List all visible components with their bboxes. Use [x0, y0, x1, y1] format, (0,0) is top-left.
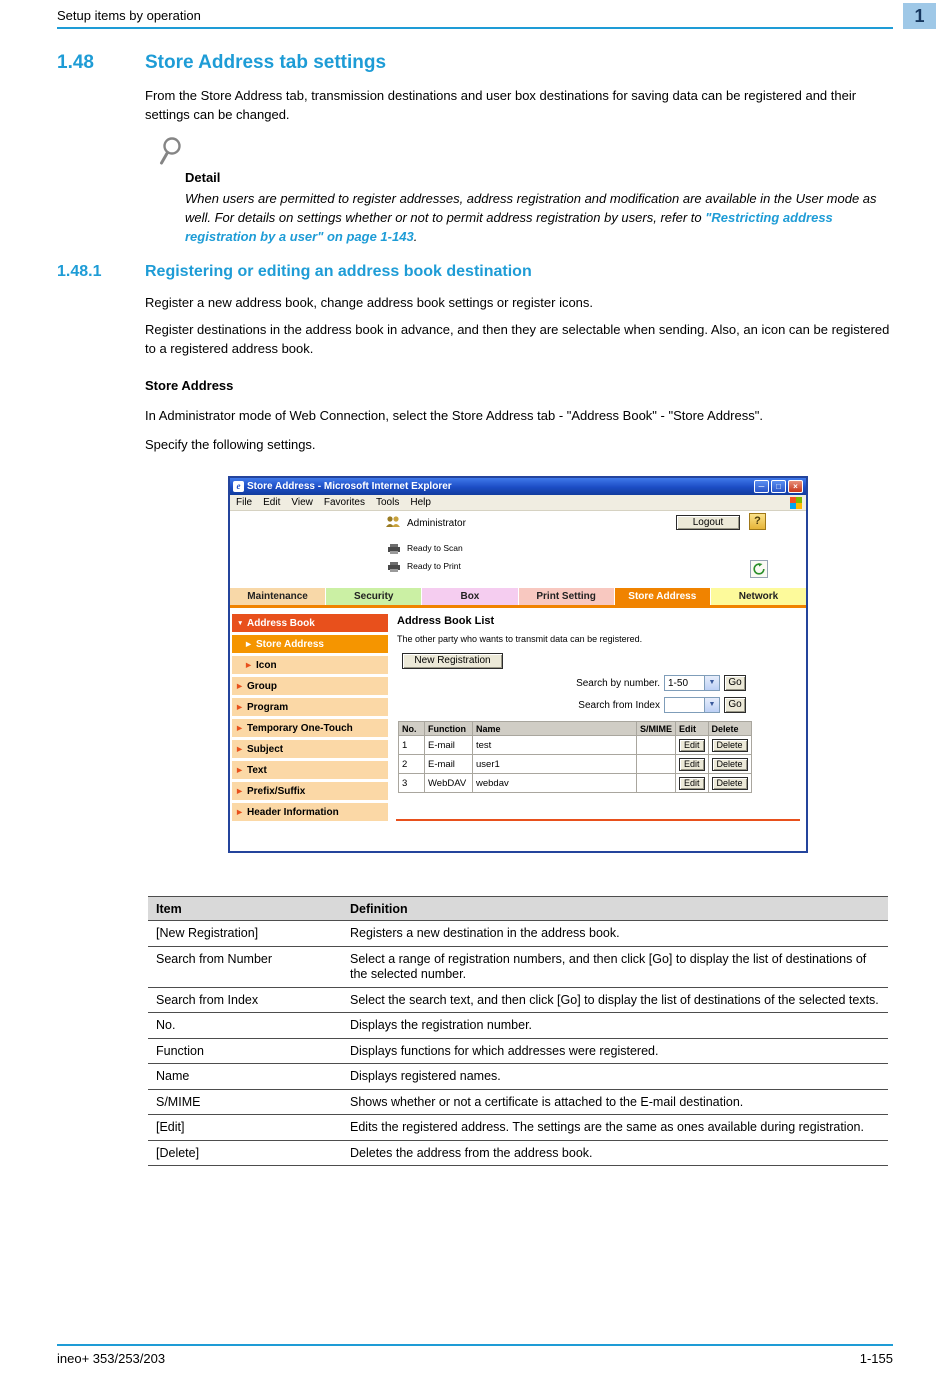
- search-number-value: 1-50: [668, 677, 689, 689]
- def-col-item: Item: [148, 897, 342, 921]
- subsection-number: 1.48.1: [57, 263, 102, 280]
- col-smime: S/MIME: [637, 722, 676, 736]
- def-item: S/MIME: [148, 1089, 342, 1115]
- def-definition: Select a range of registration numbers, and then click [Go] to display the list of destinations of the selected number.: [342, 946, 888, 987]
- definition-table: [148, 896, 888, 1166]
- def-definition: Displays the registration number.: [342, 1013, 888, 1039]
- menu-tools[interactable]: Tools: [375, 497, 400, 508]
- triangle-right-icon: ▶: [237, 746, 242, 753]
- detail-text: [185, 189, 891, 246]
- help-button[interactable]: ?: [749, 513, 766, 530]
- delete-button[interactable]: Delete: [712, 739, 748, 752]
- browser-window: [228, 476, 808, 853]
- def-item: [Edit]: [148, 1115, 342, 1141]
- def-definition: Deletes the address from the address book.: [342, 1140, 888, 1166]
- table-row: [399, 736, 752, 755]
- search-from-index-label: Search from Index: [578, 700, 660, 711]
- sidebar-item-label: Group: [247, 680, 277, 692]
- sidebar-item-label: Temporary One-Touch: [247, 722, 353, 734]
- def-item: Function: [148, 1038, 342, 1064]
- triangle-right-icon: ▶: [237, 704, 242, 711]
- sidebar-item-label: Header Information: [247, 806, 339, 818]
- table-header-row: [399, 722, 752, 736]
- edit-button[interactable]: Edit: [679, 758, 705, 771]
- cell-name: test: [473, 736, 637, 755]
- administrator-icon: [385, 515, 401, 533]
- sidebar-item-prefix-suffix[interactable]: [232, 782, 388, 800]
- chevron-down-icon: ▼: [704, 676, 719, 690]
- def-definition: Edits the registered address. The settings are the same as ones available during registration.: [342, 1115, 888, 1141]
- cell-no: 2: [399, 755, 425, 774]
- cross-reference-link[interactable]: "Restricting address registration by a user" on page 1-143: [185, 210, 833, 244]
- cell-function: E-mail: [425, 755, 473, 774]
- sidebar-item-subject[interactable]: [232, 740, 388, 758]
- def-item: [New Registration]: [148, 921, 342, 947]
- def-item: No.: [148, 1013, 342, 1039]
- address-book-list-subtitle: The other party who wants to transmit data can be registered.: [397, 634, 643, 644]
- cell-name: webdav: [473, 774, 637, 793]
- subsection-para-3: In Administrator mode of Web Connection, select the Store Address tab - "Address Book" - "Store Address".: [145, 408, 763, 423]
- def-definition: Displays functions for which addresses were registered.: [342, 1038, 888, 1064]
- subsection-title: Registering or editing an address book destination: [145, 263, 532, 280]
- tab-maintenance[interactable]: [230, 588, 325, 605]
- def-row: [148, 946, 888, 987]
- tab-label: Network: [738, 591, 779, 602]
- def-row: [148, 987, 888, 1013]
- subsection-para-4: Specify the following settings.: [145, 437, 316, 452]
- triangle-right-icon: ▶: [237, 809, 242, 816]
- triangle-right-icon: ▶: [237, 725, 242, 732]
- section-title: Store Address tab settings: [145, 52, 387, 73]
- col-function: Function: [425, 722, 473, 736]
- menu-favorites[interactable]: Favorites: [323, 497, 365, 508]
- sidebar-item-label: Prefix/Suffix: [247, 785, 306, 797]
- menu-help[interactable]: Help: [410, 497, 431, 508]
- def-row: [148, 1038, 888, 1064]
- cell-smime: [637, 755, 676, 774]
- scanner-status-icon: [387, 541, 401, 559]
- def-col-definition: Definition: [342, 897, 888, 921]
- subsection-para-1: Register a new address book, change address book settings or register icons.: [145, 295, 594, 310]
- triangle-right-icon: ▶: [237, 683, 242, 690]
- sidebar-item-label: Store Address: [256, 638, 324, 650]
- delete-button[interactable]: Delete: [712, 758, 748, 771]
- cell-function: E-mail: [425, 736, 473, 755]
- tab-label: Maintenance: [247, 591, 308, 602]
- triangle-right-icon: ▶: [246, 641, 251, 648]
- col-no: No.: [399, 722, 425, 736]
- status-ready-to-print: Ready to Print: [407, 561, 461, 571]
- section-intro: From the Store Address tab, transmission destinations and user box destinations for saving data can be registered and their settings can be changed.: [145, 88, 857, 122]
- def-definition: Registers a new destination in the address book.: [342, 921, 888, 947]
- def-item: Name: [148, 1064, 342, 1090]
- def-row: [148, 1115, 888, 1141]
- header-rule: [57, 27, 893, 29]
- menu-file[interactable]: File: [236, 497, 253, 508]
- delete-button[interactable]: Delete: [712, 777, 748, 790]
- menu-bar: [230, 495, 806, 511]
- triangle-down-icon: ▼: [237, 619, 244, 627]
- def-definition: Select the search text, and then click [Go] to display the list of destinations of the selected texts.: [342, 987, 888, 1013]
- search-index-select[interactable]: [664, 697, 720, 713]
- chapter-number-badge: 1: [903, 3, 936, 29]
- maximize-button[interactable]: □: [771, 480, 786, 493]
- tab-label: Store Address: [628, 591, 697, 602]
- logout-button[interactable]: Logout: [676, 515, 740, 530]
- detail-text-after: .: [413, 229, 418, 244]
- window-titlebar[interactable]: [230, 478, 806, 495]
- administrator-label: Administrator: [407, 518, 466, 529]
- tab-print-setting[interactable]: [519, 588, 614, 605]
- window-title: Store Address - Microsoft Internet Explorer: [247, 481, 452, 492]
- window-controls: [754, 480, 803, 493]
- sidebar-item-store-address[interactable]: [232, 635, 388, 653]
- printer-status-icon: [387, 559, 401, 577]
- cell-no: 3: [399, 774, 425, 793]
- col-edit: Edit: [676, 722, 709, 736]
- sidebar: [232, 614, 388, 824]
- sidebar-item-label: Address Book: [247, 617, 315, 629]
- footer-rule: [57, 1344, 893, 1346]
- def-row: [148, 1140, 888, 1166]
- page-header-title: Setup items by operation: [57, 8, 201, 23]
- sidebar-item-header-information[interactable]: [232, 803, 388, 821]
- new-registration-button[interactable]: New Registration: [402, 653, 503, 669]
- ie-page-icon: e: [233, 481, 244, 492]
- def-definition: Shows whether or not a certificate is attached to the E-mail destination.: [342, 1089, 888, 1115]
- chevron-down-icon: ▼: [704, 698, 719, 712]
- search-number-select[interactable]: [664, 675, 720, 691]
- def-definition: Displays registered names.: [342, 1064, 888, 1090]
- def-header-row: [148, 897, 888, 921]
- edit-button[interactable]: Edit: [679, 777, 705, 790]
- triangle-right-icon: ▶: [237, 788, 242, 795]
- minimize-button[interactable]: ─: [754, 480, 769, 493]
- address-book-list-title: Address Book List: [397, 615, 495, 627]
- tab-network[interactable]: [711, 588, 806, 605]
- def-row: [148, 1064, 888, 1090]
- sidebar-item-label: Text: [247, 764, 267, 776]
- menu-edit[interactable]: Edit: [263, 497, 281, 508]
- go-button-index[interactable]: Go: [724, 697, 746, 713]
- magnifier-icon: [159, 136, 183, 171]
- footer-model: ineo+ 353/253/203: [57, 1351, 166, 1366]
- sidebar-item-label: Icon: [256, 659, 277, 671]
- table-row: [399, 774, 752, 793]
- def-row: [148, 1089, 888, 1115]
- def-item: [Delete]: [148, 1140, 342, 1166]
- col-name: Name: [473, 722, 637, 736]
- sidebar-item-text[interactable]: [232, 761, 388, 779]
- def-item: Search from Index: [148, 987, 342, 1013]
- sidebar-item-temporary-one-touch[interactable]: [232, 719, 388, 737]
- sidebar-item-address-book[interactable]: [232, 614, 388, 632]
- refresh-icon[interactable]: [750, 560, 768, 578]
- status-ready-to-scan: Ready to Scan: [407, 543, 463, 553]
- detail-label: Detail: [185, 170, 221, 185]
- cell-no: 1: [399, 736, 425, 755]
- tab-label: Print Setting: [536, 591, 596, 602]
- footer-page-number: 1-155: [859, 1351, 893, 1366]
- windows-flag-icon: [790, 497, 802, 509]
- separator-line: [396, 819, 800, 821]
- sidebar-item-program[interactable]: [232, 698, 388, 716]
- sidebar-item-group[interactable]: [232, 677, 388, 695]
- menu-view[interactable]: View: [291, 497, 313, 508]
- triangle-right-icon: ▶: [246, 662, 251, 669]
- tab-store-address-active[interactable]: [615, 588, 710, 605]
- def-item: Search from Number: [148, 946, 342, 987]
- subsection-para-2: Register destinations in the address book in advance, and then they are selectable when sending. Also, an icon can be registered to a registered address book.: [145, 322, 890, 356]
- go-button-number[interactable]: Go: [724, 675, 746, 691]
- triangle-right-icon: ▶: [237, 767, 242, 774]
- col-delete: Delete: [708, 722, 751, 736]
- cell-smime: [637, 736, 676, 755]
- close-button[interactable]: ×: [788, 480, 803, 493]
- table-row: [399, 755, 752, 774]
- tab-bar: [230, 588, 806, 608]
- sidebar-item-label: Program: [247, 701, 289, 713]
- section-number: 1.48: [57, 52, 94, 73]
- sidebar-item-icon[interactable]: [232, 656, 388, 674]
- search-by-number-label: Search by number.: [576, 678, 660, 689]
- tab-label: Security: [354, 591, 394, 602]
- detail-text-before: When users are permitted to register addresses, address registration and modification are available in the User mode as well. For details on settings whether or not to permit address registration by users, refer to: [185, 191, 877, 225]
- address-book-table: [398, 721, 752, 793]
- cell-smime: [637, 774, 676, 793]
- tab-label: Box: [460, 591, 480, 602]
- store-address-subheading: Store Address: [145, 378, 234, 393]
- cell-function: WebDAV: [425, 774, 473, 793]
- def-row: [148, 921, 888, 947]
- cell-name: user1: [473, 755, 637, 774]
- tab-security[interactable]: [326, 588, 421, 605]
- tab-box[interactable]: [422, 588, 517, 605]
- sidebar-item-label: Subject: [247, 743, 284, 755]
- edit-button[interactable]: Edit: [679, 739, 705, 752]
- def-row: [148, 1013, 888, 1039]
